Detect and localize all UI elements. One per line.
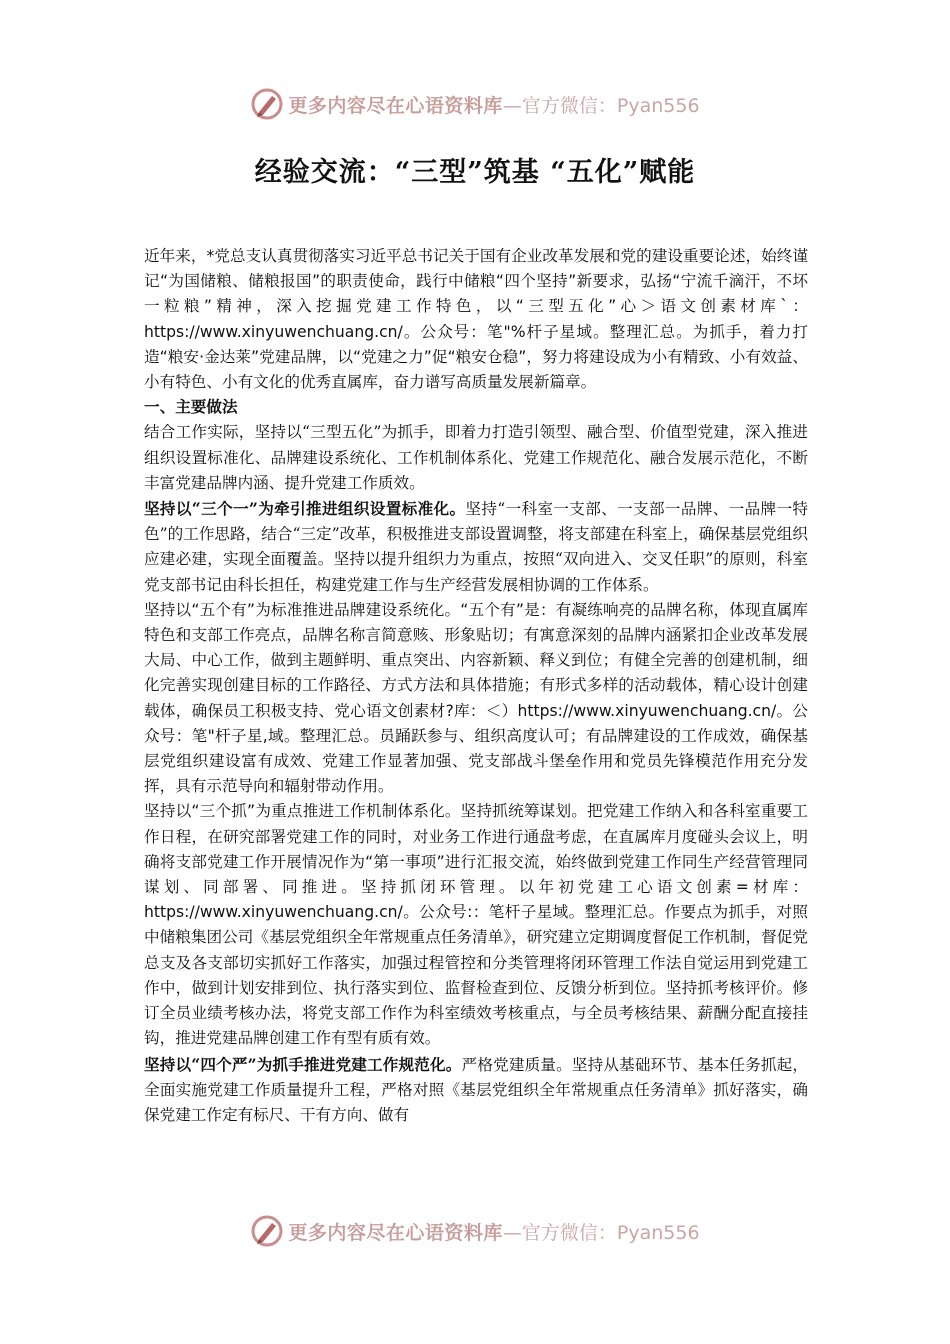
pen-logo-icon xyxy=(250,87,284,121)
intro-paragraph: 近年来，*党总支认真贯彻落实习近平总书记关于国有企业改革发展和党的建设重要论述，始终谨记“为国储粮、储粮报国”的职责使命，践行中储粮“四个坚持”新要求，弘扬“宁流千滴汗，不坏一粒粮”精神，深入挖掘党建工作特色，以“三型五化”心＞语文创素材库`：https://www.xinyuwenchuang.cn/。公众号：笔"%杆子星域。整理汇总。为抓手，着力打造“粮安·金达莱”党建品牌，以“党建之力”促“粮安仓稳”，努力将建设成为小有精致、小有效益、小有特色、小有文化的优秀直属库，奋力谱写高质量发展新篇章。 xyxy=(144,247,808,392)
header-banner xyxy=(0,84,950,124)
banner-lead-text: 更多内容尽在心语资料库 xyxy=(288,94,503,117)
paragraph-overview: 结合工作实际，坚持以“三型五化”为抓手，即着力打造引领型、融合型、价值型党建，深入推进组织设置标准化、品牌建设系统化、工作机制体系化、党建工作规范化、融合发展示范化，不断丰富党建品牌内涵、提升党建工作质效。 xyxy=(144,423,808,492)
pen-logo-icon xyxy=(250,1214,284,1248)
banner-wechat-text: —官方微信：Pyan556 xyxy=(502,94,700,117)
paragraph-standardization-lead: 坚持以“四个严”为抓手推进党建工作规范化。 xyxy=(144,1054,462,1074)
section-heading: 一、主要做法 xyxy=(144,398,238,417)
paragraph-brand: 坚持以“五个有”为标准推进品牌建设系统化。“五个有”是：有凝练响亮的品牌名称，体现直属库特色和支部工作亮点，品牌名称言简意赅、形象贴切；有寓意深刻的品牌内涵紧扣企业改革发展大局、中心工作，做到主题鲜明、重点突出、内容新颖、释义到位；有健全完善的创建机制，细化完善实现创建目标的工作路径、方式方法和具体措施；有形式多样的活动载体，精心设计创建载体，确保员工积极支持、党心语文创素材?库：＜）https://www.xinyuwenchuang.cn/。公众号：笔"杆子星,域。整理汇总。员踊跃参与、组织高度认可；有品牌建设的工作成效，确保基层党组织建设富有成效、党建工作显著加强、党支部战斗堡垒作用和党员先锋模范作用充分发挥，具有示范导向和辐射带动作用。 xyxy=(144,600,808,796)
document-body xyxy=(144,244,808,1128)
paragraph-standardization-body: 严格党建质量。坚持从基础环节、基本任务抓起，全面实施党建工作质量提升工程，严格对照《基层党组织全年常规重点任务清单》抓好落实，确保党建工作定有标尺、干有方向、做有 xyxy=(144,1055,808,1124)
paragraph-standardization xyxy=(144,1052,808,1129)
paragraph-organization xyxy=(144,496,808,598)
page-title: 经验交流：“三型”筑基 “五化”赋能 xyxy=(254,157,696,188)
footer-banner xyxy=(0,1211,950,1251)
paragraph-mechanism: 坚持以“三个抓”为重点推进工作机制体系化。坚持抓统筹谋划。把党建工作纳入和各科室重要工作日程，在研究部署党建工作的同时，对业务工作进行通盘考虑，在直属库月度碰头会议上，明确将支部党建工作开展情况作为“第一事项”进行汇报交流，始终做到党建工作同生产经营管理同谋划、同部署、同推进。坚持抓闭环管理。以年初党建工心语文创素=材库：https://www.xinyuwenchuang.cn/。公众号:：笔杆子星域。整理汇总。作要点为抓手，对照中储粮集团公司《基层党组织全年常规重点任务清单》，研究建立定期调度督促工作机制，督促党总支及各支部切实抓好工作落实，加强过程管控和分类管理将闭环管理工作法自觉运用到党建工作中，做到计划安排到位、执行落实到位、监督检查到位、反馈分析到位。坚持抓考核评价。修订全员业绩考核办法，将党支部工作作为科室绩效考核重点，与全员考核结果、薪酬分配直接挂钩，推进党建品牌创建工作有型有质有效。 xyxy=(144,802,808,1048)
banner-lead-text: 更多内容尽在心语资料库 xyxy=(288,1221,503,1244)
banner-wechat-text: —官方微信：Pyan556 xyxy=(502,1221,700,1244)
paragraph-organization-lead: 坚持以“三个一”为牵引推进组织设置标准化。 xyxy=(144,499,466,519)
paragraph-organization-body: 坚持“一科室一支部、一支部一品牌、一品牌一特色”的工作思路，结合“三定”改革，积极推进支部设置调整，将支部建在科室上，确保基层党组织应建必建，实现全面覆盖。坚持以提升组织力为重点，按照“双向进入、交叉任职”的原则，科室党支部书记由科长担任，构建党建工作与生产经营发展相协调的工作体系。 xyxy=(144,500,808,594)
